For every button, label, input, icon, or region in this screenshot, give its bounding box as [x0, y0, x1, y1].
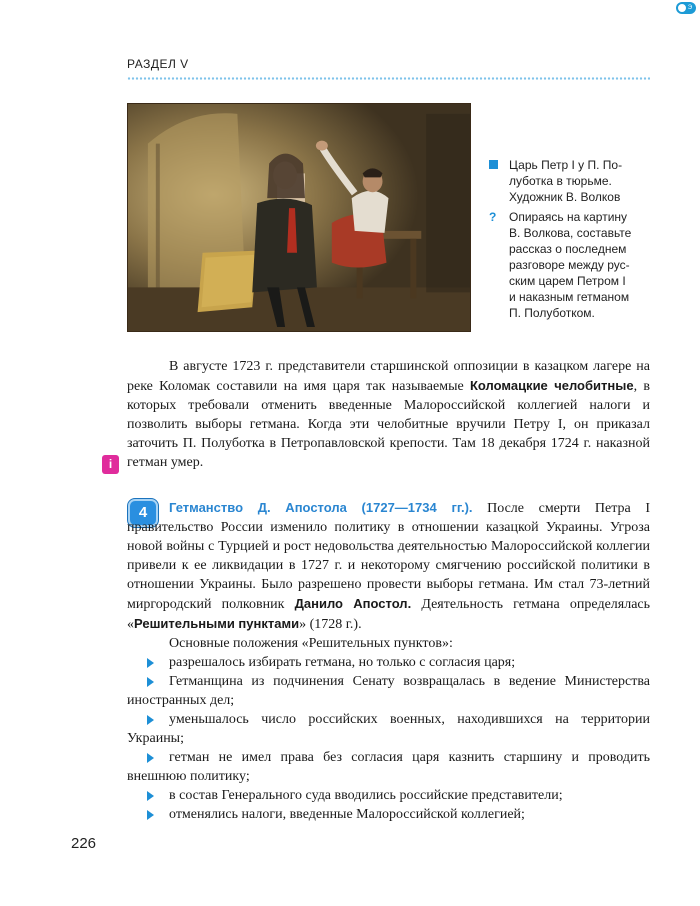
paragraph-text-part: В августе 1723 г. представители старшинской оппозиции в казацком лагере на реке Коломак составили на имя царя так называемые	[127, 359, 650, 394]
info-badge-label: i	[108, 457, 113, 471]
paragraph-text-part: После смерти Петра I правительство России изменило политику в отношении казацкой Украины. Угроза новой войны с Турцией и рост недовольства деятельностью Малороссийской коллегии привели к ее ликвидации в 1727 г. и некоторому смягчению российской политики в отношении Украины. Было разрешено провести выборы гетмана. Им стал 73-летний миргородский полковник	[127, 501, 650, 612]
publisher-logo	[676, 2, 696, 14]
list-item	[127, 805, 650, 824]
arrow-bullet-icon	[147, 715, 154, 725]
publisher-logo-text: Э	[687, 5, 692, 11]
list-item-text: разрешалось избирать гетмана, но только с согласия царя;	[169, 655, 516, 670]
illustration-sidebar	[489, 157, 654, 325]
question-text: Опираясь на картину В. Волкова, составьте рассказ о последнем разговоре между рус- ским царем Петром I и наказным гетманом П. Полуботком.	[509, 210, 632, 320]
list-item-text: гетман не имел права без согласия царя казнить старшину и проводить внешнюю политику;	[127, 750, 650, 784]
question-mark-icon: ?	[489, 210, 497, 224]
painting-image	[128, 104, 470, 331]
painting-illustration	[127, 103, 471, 332]
paragraph-text	[127, 357, 650, 472]
section-heading: Гетманство Д. Апостола (1727—1734 гг.).	[169, 500, 473, 515]
list-item	[127, 748, 650, 786]
list-item-text: уменьшалось число российских военных, находившихся на территории Украины;	[127, 712, 650, 746]
arrow-bullet-icon	[147, 658, 154, 668]
paragraph-text-part: » (1728 г.).	[299, 617, 362, 632]
list-item-text: отменялись налоги, введенные Малороссийской коллегией;	[169, 807, 525, 822]
list-item	[127, 653, 650, 672]
illustration-caption	[489, 157, 654, 205]
bold-term: Решительными пунктами	[134, 616, 300, 631]
section-header: РАЗДЕЛ V	[127, 57, 189, 71]
illustration-question	[489, 209, 654, 321]
page-number: 226	[71, 835, 97, 852]
paragraph-text-part: , в которых требовали отменить введенные Малороссийской коллегией налоги и позволить выборы гетмана. Когда эти челобитные вручили Петру I, он приказал заточить П. Полуботка в Петропавловской крепости. Там 18 декабря 1724 г. наказной гетман умер.	[127, 379, 650, 470]
bold-term: Коломацкие челобитные	[469, 378, 634, 393]
bold-name: Данило Апостол.	[294, 596, 412, 611]
arrow-bullet-icon	[147, 677, 154, 687]
arrow-bullet-icon	[147, 810, 154, 820]
blue-square-icon	[489, 160, 498, 169]
list-item-text: Гетманщина из подчинения Сенату возвращалась в ведение Министерства иностранных дел;	[127, 674, 650, 708]
info-icon	[102, 455, 119, 474]
paragraph-text-part: Деятельность гетмана определялась «	[127, 597, 651, 632]
section-apostol	[127, 498, 650, 824]
arrow-bullet-icon	[147, 753, 154, 763]
provisions-list	[127, 653, 650, 824]
list-item	[127, 710, 650, 748]
list-item	[127, 672, 650, 710]
paragraph-kolomak	[127, 357, 650, 472]
list-item-text: в состав Генерального суда вводились российские представители;	[169, 788, 563, 803]
caption-text: Царь Петр I у П. По- луботка в тюрьме. Художник В. Волков	[509, 158, 623, 204]
list-item	[127, 786, 650, 805]
arrow-bullet-icon	[147, 791, 154, 801]
section-paragraph	[127, 498, 650, 634]
header-divider	[127, 77, 650, 80]
logo-circle-icon	[677, 3, 687, 13]
section-number: 4	[138, 504, 148, 521]
list-intro: Основные положения «Решительных пунктов»:	[169, 636, 453, 651]
